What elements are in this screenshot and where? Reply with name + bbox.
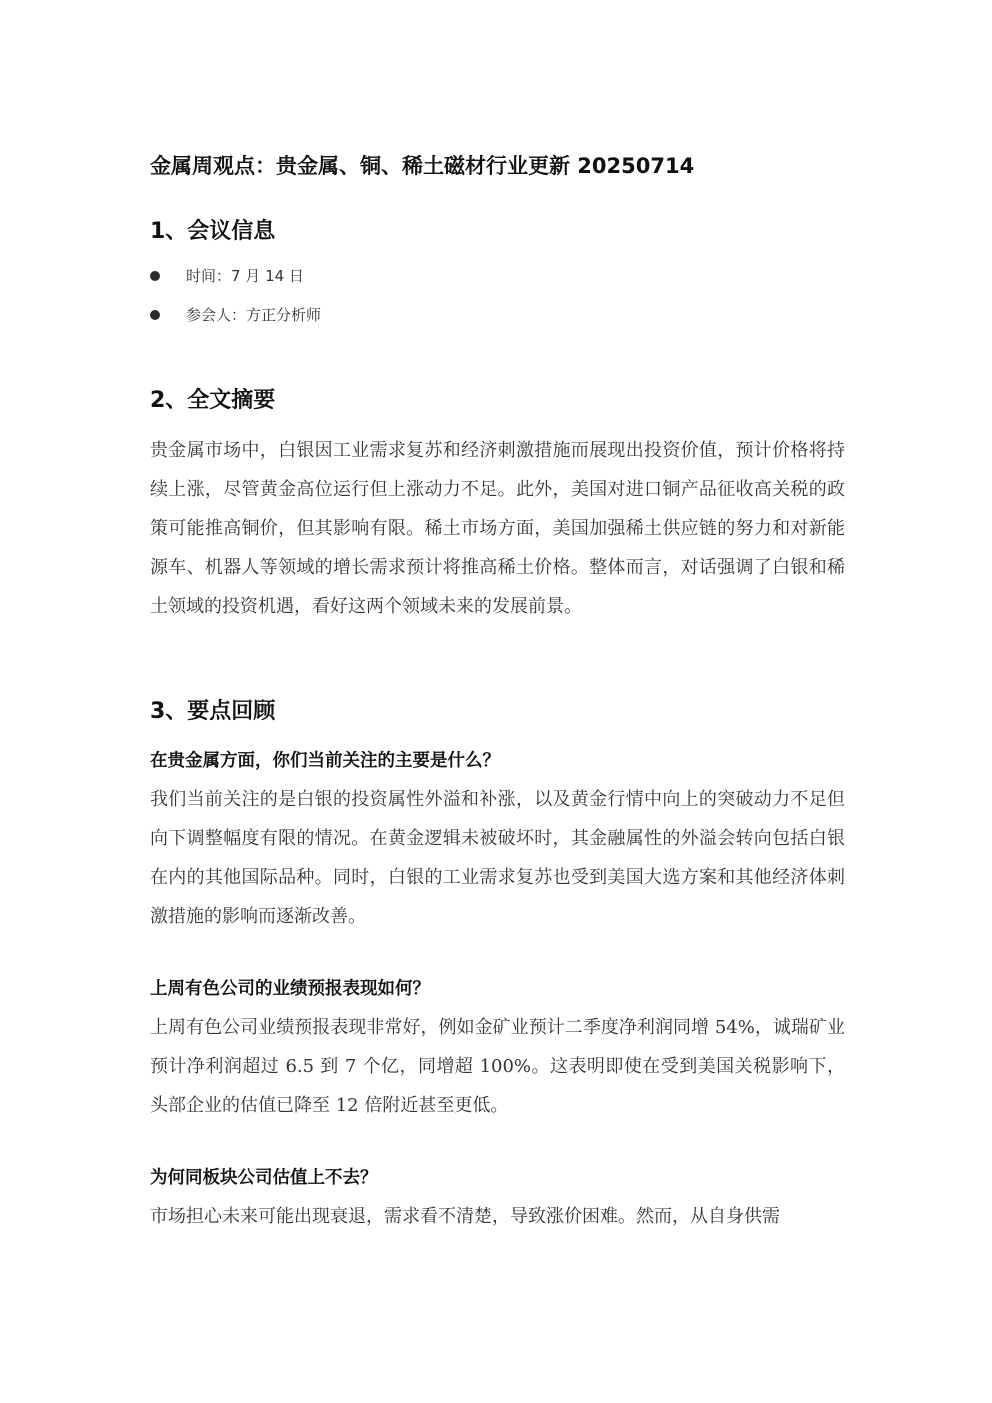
summary-paragraph: 贵金属市场中，白银因工业需求复苏和经济刺激措施而展现出投资价值，预计价格将持续上涨，尽管黄金高位运行但上涨动力不足。此外，美国对进口铜产品征收高关税的政策可能推高铜价，但其影响有限。稀土市场方面，美国加强稀土供应链的努力和对新能源车、机器人等领域的增长需求预计将推高稀土价格。整体而言，对话强调了白银和稀土领域的投资机遇，看好这两个领域未来的发展前景。 xyxy=(150,440,845,617)
document-title: 金属周观点：贵金属、铜、稀土磁材行业更新 20250714 xyxy=(150,154,695,178)
section-heading-summary: 2、全文摘要 xyxy=(150,388,276,413)
meeting-participants: 参会人：方正分析师 xyxy=(186,306,322,324)
answer-paragraph: 市场担心未来可能出现衰退，需求看不清楚，导致涨价困难。然而，从自身供需 xyxy=(150,1206,780,1227)
list-item xyxy=(150,266,845,286)
bullet-icon xyxy=(150,271,160,281)
section-heading-key-points: 3、要点回顾 xyxy=(150,699,276,724)
bullet-icon xyxy=(150,310,160,320)
document-body xyxy=(150,148,845,1236)
answer-paragraph: 上周有色公司业绩预报表现非常好，例如金矿业预计二季度净利润同增 54%，诚瑞矿业预计净利润超过 6.5 到 7 个亿，同增超 100%。这表明即使在受到美国关税影响下，头部企业的估值已降至 12 倍附近甚至更低。 xyxy=(150,1017,845,1116)
list-item xyxy=(150,305,845,325)
answer-paragraph: 我们当前关注的是白银的投资属性外溢和补涨，以及黄金行情中向上的突破动力不足但向下调整幅度有限的情况。在黄金逻辑未被破坏时，其金融属性的外溢会转向包括白银在内的其他国际品种。同时，白银的工业需求复苏也受到美国大选方案和其他经济体刺激措施的影响而逐渐改善。 xyxy=(150,789,845,927)
question-heading: 在贵金属方面，你们当前关注的主要是什么？ xyxy=(150,751,500,771)
meeting-time: 时间：7 月 14 日 xyxy=(186,267,304,285)
question-heading: 为何同板块公司估值上不去？ xyxy=(150,1168,378,1188)
section-heading-meeting-info: 1、会议信息 xyxy=(150,219,276,244)
meeting-info-list xyxy=(150,266,845,325)
question-heading: 上周有色公司的业绩预报表现如何？ xyxy=(150,979,430,999)
